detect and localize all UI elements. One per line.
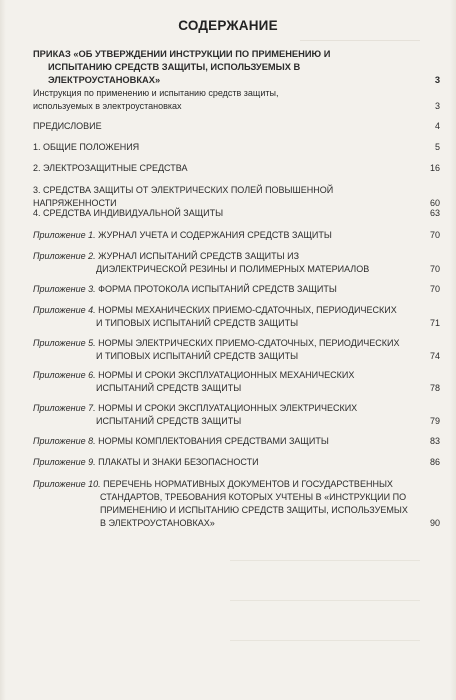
toc-entry-text: Инструкция по применению и испытанию средств защиты, используемых в электроустановках (33, 88, 279, 111)
page-title: СОДЕРЖАНИЕ (178, 18, 278, 33)
toc-entry-text: ЖУРНАЛ УЧЕТА И СОДЕРЖАНИЯ СРЕДСТВ ЗАЩИТЫ (98, 230, 332, 240)
toc-page-number: 5 (434, 142, 440, 152)
toc-page-number: 3 (434, 75, 440, 85)
toc-page-number: 74 (429, 351, 440, 361)
appendix-label: Приложение 10. (33, 479, 101, 489)
toc-entry-appendix-10[interactable] (33, 478, 440, 530)
toc-page-number: 86 (429, 457, 440, 467)
appendix-label: Приложение 6. (33, 370, 96, 380)
toc-page-number: 71 (429, 318, 440, 328)
toc-entry-text: ПЛАКАТЫ И ЗНАКИ БЕЗОПАСНОСТИ (98, 457, 259, 467)
appendix-label: Приложение 2. (33, 251, 96, 261)
toc-entry-appendix-5[interactable] (33, 337, 440, 363)
toc-entry-text: 3. СРЕДСТВА ЗАЩИТЫ ОТ ЭЛЕКТРИЧЕСКИХ ПОЛЕЙ ПОВЫШЕННОЙ НАПРЯЖЕННОСТИ (33, 185, 334, 208)
toc-entry-appendix-4[interactable] (33, 304, 440, 330)
toc-entry-text: ЖУРНАЛ ИСПЫТАНИЙ СРЕДСТВ ЗАЩИТЫ ИЗ ДИЭЛЕКТРИЧЕСКОЙ РЕЗИНЫ И ПОЛИМЕРНЫХ МАТЕРИАЛОВ (96, 251, 370, 274)
toc-page-number: 4 (434, 121, 440, 131)
toc-entry-section-1[interactable] (33, 141, 440, 154)
toc-entry-text: НОРМЫ И СРОКИ ЭКСПЛУАТАЦИОННЫХ МЕХАНИЧЕСКИХ ИСПЫТАНИЙ СРЕДСТВ ЗАЩИТЫ (96, 370, 355, 393)
toc-entry-instruction[interactable] (33, 87, 440, 113)
toc-page-number: 78 (429, 383, 440, 393)
appendix-label: Приложение 3. (33, 284, 96, 294)
appendix-label: Приложение 1. (33, 230, 96, 240)
toc-page-number: 16 (429, 163, 440, 173)
appendix-label: Приложение 5. (33, 338, 96, 348)
toc-entry-appendix-9[interactable] (33, 456, 440, 469)
toc-entry-text: ПРИКАЗ «ОБ УТВЕРЖДЕНИИ ИНСТРУКЦИИ ПО ПРИМЕНЕНИЮ И ИСПЫТАНИЮ СРЕДСТВ ЗАЩИТЫ, ИСПОЛЬЗУЕМЫХ В ЭЛЕКТРОУСТАНОВКАХ» (33, 49, 331, 85)
toc-page-number: 79 (429, 416, 440, 426)
toc-page-number: 60 (429, 198, 440, 208)
toc-entry-appendix-1[interactable] (33, 229, 440, 242)
toc-entry-appendix-8[interactable] (33, 435, 440, 448)
bleed-through-mark (300, 40, 420, 41)
toc-page-number: 63 (429, 208, 440, 218)
toc-entry-text: ФОРМА ПРОТОКОЛА ИСПЫТАНИЙ СРЕДСТВ ЗАЩИТЫ (98, 284, 337, 294)
toc-entry-text: 2. ЭЛЕКТРОЗАЩИТНЫЕ СРЕДСТВА (33, 163, 188, 173)
appendix-label: Приложение 8. (33, 436, 96, 446)
toc-entry-appendix-6[interactable] (33, 369, 440, 395)
toc-entry-text: НОРМЫ ЭЛЕКТРИЧЕСКИХ ПРИЕМО-СДАТОЧНЫХ, ПЕРИОДИЧЕСКИХ И ТИПОВЫХ ИСПЫТАНИЙ СРЕДСТВ ЗАЩИТЫ (96, 338, 400, 361)
toc-entry-appendix-3[interactable] (33, 283, 440, 296)
bleed-through-mark (230, 560, 420, 561)
toc-entry-text: НОРМЫ И СРОКИ ЭКСПЛУАТАЦИОННЫХ ЭЛЕКТРИЧЕСКИХ ИСПЫТАНИЙ СРЕДСТВ ЗАЩИТЫ (96, 403, 358, 426)
toc-entry-appendix-7[interactable] (33, 402, 440, 428)
toc-entry-section-2[interactable] (33, 162, 440, 175)
toc-entry-text: 4. СРЕДСТВА ИНДИВИДУАЛЬНОЙ ЗАЩИТЫ (33, 208, 224, 218)
toc-page-number: 70 (429, 230, 440, 240)
toc-page-number: 70 (429, 284, 440, 294)
appendix-label: Приложение 4. (33, 305, 96, 315)
toc-entry-text: НОРМЫ МЕХАНИЧЕСКИХ ПРИЕМО-СДАТОЧНЫХ, ПЕРИОДИЧЕСКИХ И ТИПОВЫХ ИСПЫТАНИЙ СРЕДСТВ ЗАЩИТЫ (96, 305, 397, 328)
toc-page-number: 90 (429, 518, 440, 528)
toc-page-number: 3 (434, 101, 440, 111)
appendix-label: Приложение 7. (33, 403, 96, 413)
toc-entry-text: ПРЕДИСЛОВИЕ (33, 121, 102, 131)
toc-entry-text: ПЕРЕЧЕНЬ НОРМАТИВНЫХ ДОКУМЕНТОВ И ГОСУДАРСТВЕННЫХ СТАНДАРТОВ, ТРЕБОВАНИЯ КОТОРЫХ УЧТЕНЫ В «ИНСТРУКЦИИ ПО ПРИМЕНЕНИЮ И ИСПЫТАНИЮ СРЕДСТВ ЗАЩИТЫ, ИСПОЛЬЗУЕМЫХ В ЭЛЕКТРОУСТАНОВКАХ» (100, 479, 408, 528)
bleed-through-mark (230, 640, 420, 641)
toc-page-number: 83 (429, 436, 440, 446)
toc-entry-order[interactable] (33, 48, 440, 87)
appendix-label: Приложение 9. (33, 457, 96, 467)
toc-entry-preface[interactable] (33, 120, 440, 133)
toc-entry-text: НОРМЫ КОМПЛЕКТОВАНИЯ СРЕДСТВАМИ ЗАЩИТЫ (98, 436, 329, 446)
bleed-through-mark (230, 600, 420, 601)
toc-page-number: 70 (429, 264, 440, 274)
toc-entry-text: 1. ОБЩИЕ ПОЛОЖЕНИЯ (33, 142, 140, 152)
toc-entry-section-4[interactable] (33, 207, 440, 220)
toc-entry-appendix-2[interactable] (33, 250, 440, 276)
